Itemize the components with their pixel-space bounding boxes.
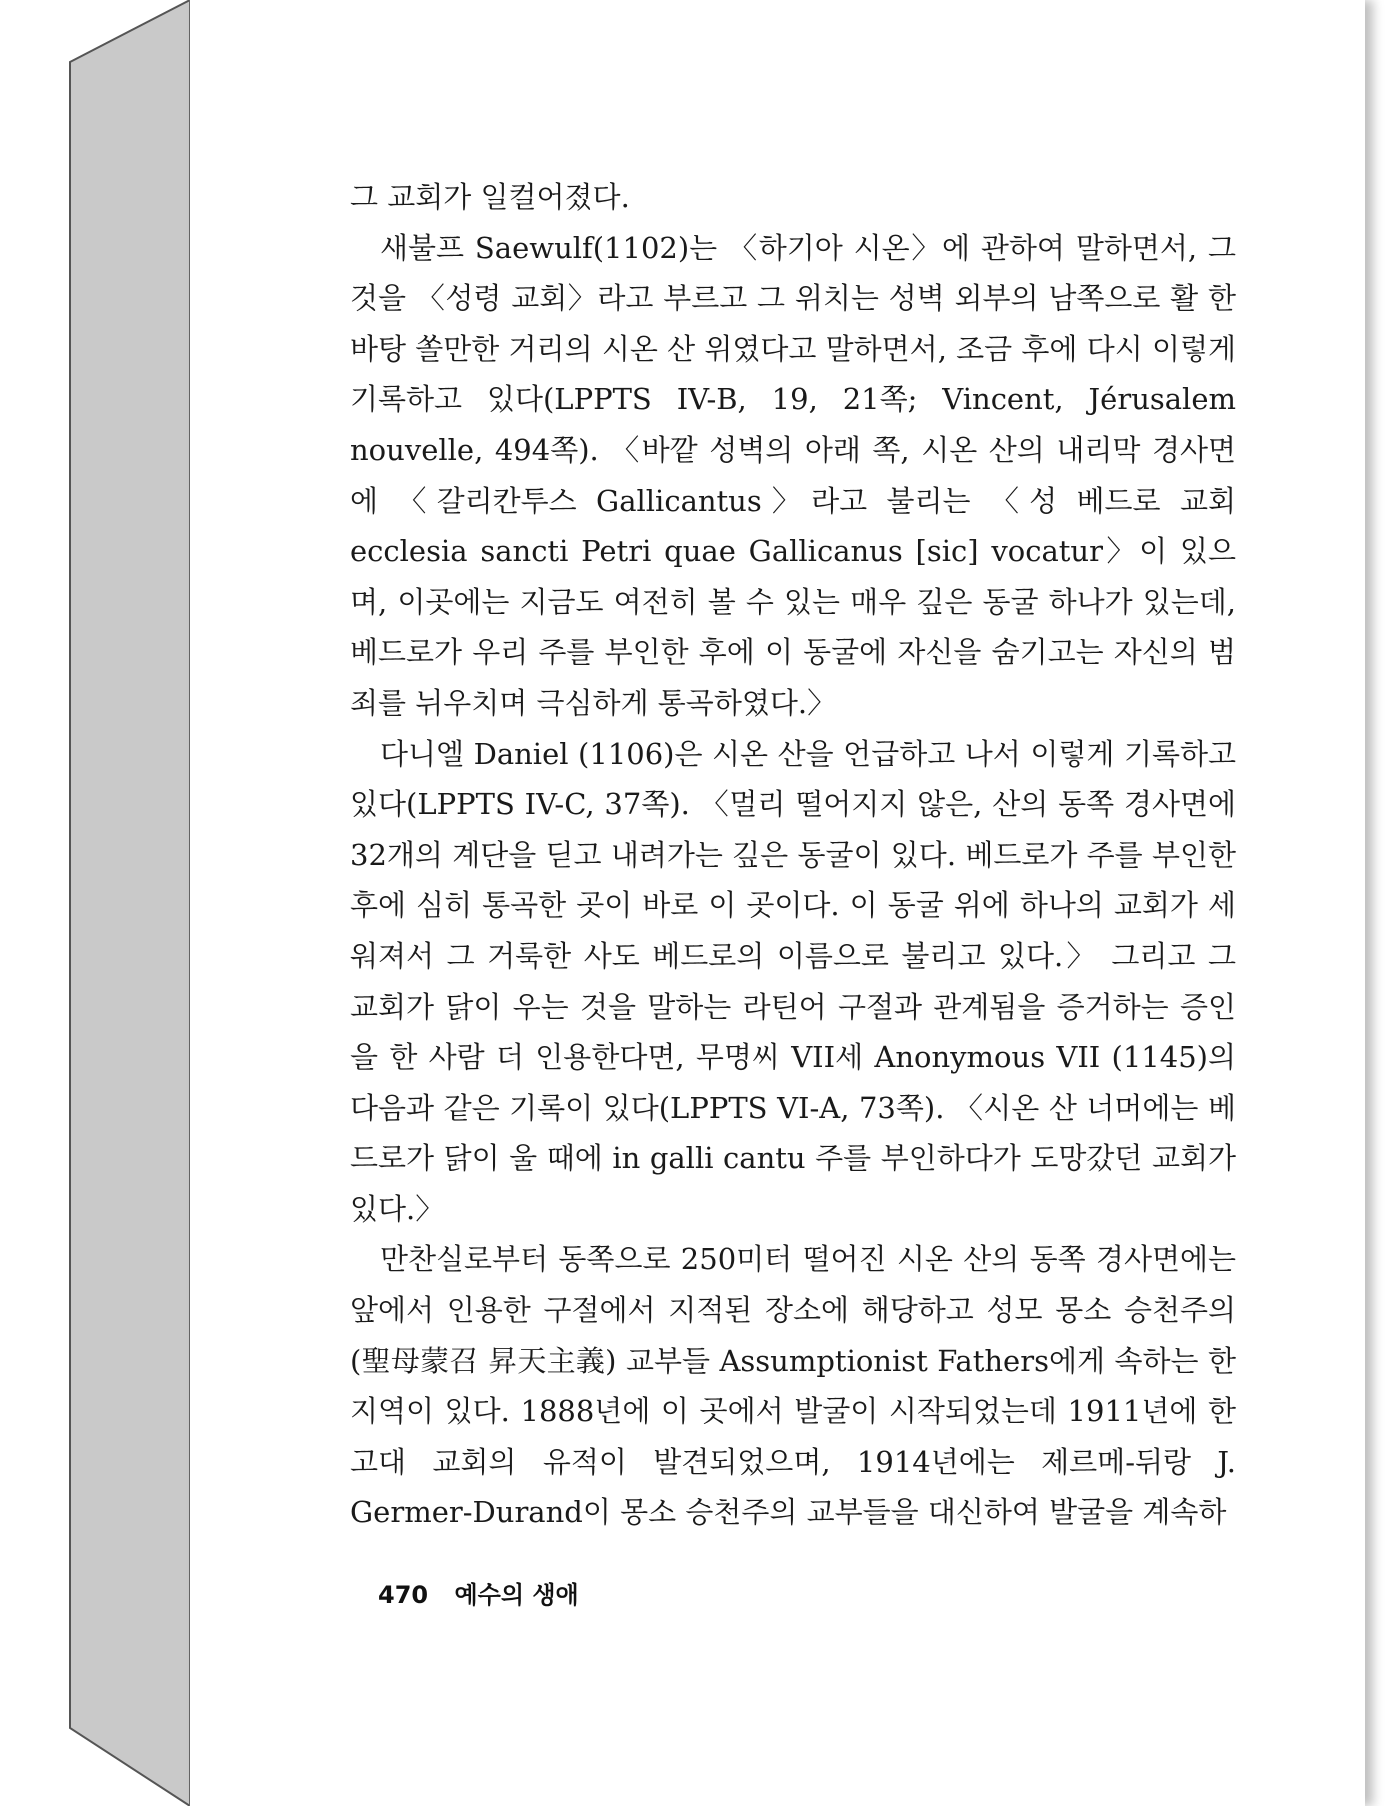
paragraph-4: 만찬실로부터 동쪽으로 250미터 떨어진 시온 산의 동쪽 경사면에는 앞에서 인용한 구절에서 지적된 장소에 해당하고 성모 몽소 승천주의(聖母蒙召 昇天主義) 교부들 Assumptionist Fathers에게 속하는 한 지역이 있다. 1888년에 이 곳에서 발굴이 시작되었는데 1911년에 한 고대 교회의 유적이 발견되었으며, 1914년에는 제르메-뒤랑 J. Germer-Durand이 몽소 승천주의 교부들을 대신하여 발굴을 계속하 <box>350 1242 1236 1530</box>
page-number: 470 <box>378 1581 429 1609</box>
paragraph-1: 그 교회가 일컬어졌다. <box>350 180 630 214</box>
body-text <box>350 172 1236 1538</box>
book-page <box>190 0 1365 1806</box>
page-footer <box>378 1575 579 1610</box>
paragraph-3: 다니엘 Daniel (1106)은 시온 산을 언급하고 나서 이렇게 기록하고 있다(LPPTS IV-C, 37쪽). 〈멀리 떨어지지 않은, 산의 동쪽 경사면에 32개의 계단을 딛고 내려가는 깊은 동굴이 있다. 베드로가 주를 부인한 후에 심히 통곡한 곳이 바로 이 곳이다. 이 동굴 위에 하나의 교회가 세워져서 그 거룩한 사도 베드로의 이름으로 불리고 있다.〉 그리고 그 교회가 닭이 우는 것을 말하는 라틴어 구절과 관계됨을 증거하는 증인을 한 사람 더 인용한다면, 무명씨 VII세 Anonymous VII (1145)의 다음과 같은 기록이 있다(LPPTS VI-A, 73쪽). 〈시온 산 너머에는 베드로가 닭이 울 때에 in galli cantu 주를 부인하다가 도망갔던 교회가 있다.〉 <box>350 736 1236 1226</box>
running-title: 예수의 생애 <box>454 1581 579 1609</box>
paragraph-2: 새불프 Saewulf(1102)는 〈하기아 시온〉에 관하여 말하면서, 그것을 〈성령 교회〉라고 부르고 그 위치는 성벽 외부의 남쪽으로 활 한 바탕 쏠만한 거리의 시온 산 위였다고 말하면서, 조금 후에 다시 이렇게 기록하고 있다(LPPTS IV-B, 19, 21쪽; Vincent, Jérusalem nouvelle, 494쪽). 〈바깥 성벽의 아래 쪽, 시온 산의 내리막 경사면에 〈갈리칸투스 Gallicantus〉라고 불리는 〈성 베드로 교회 ecclesia sancti Petri quae Gallicanus [sic] vocatur〉이 있으며, 이곳에는 지금도 여전히 볼 수 있는 매우 깊은 동굴 하나가 있는데, 베드로가 우리 주를 부인한 후에 이 동굴에 자신을 숨기고는 자신의 범죄를 뉘우치며 극심하게 통곡하였다.〉 <box>350 230 1236 720</box>
